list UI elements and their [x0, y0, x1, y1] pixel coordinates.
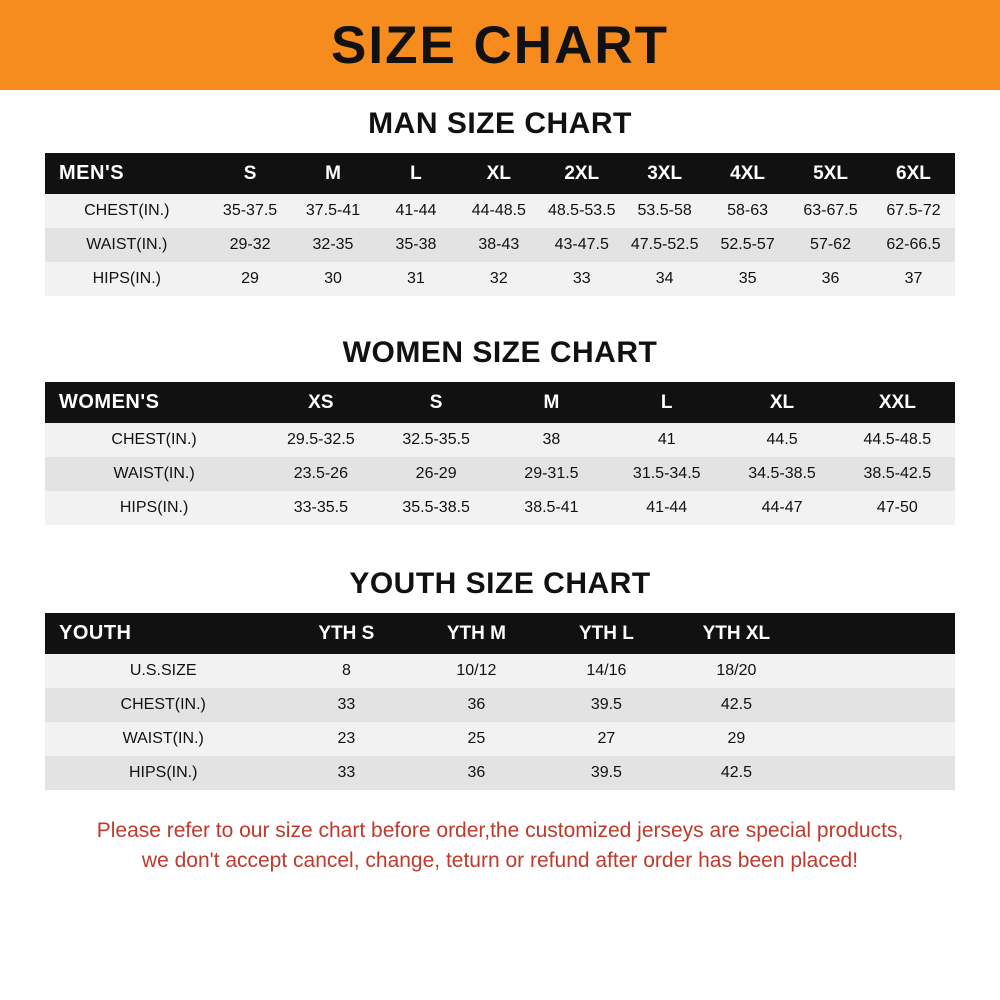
women-row-chest-label: CHEST(IN.)	[111, 431, 197, 448]
youth-size-table	[45, 613, 955, 790]
women-chest-xxl: 44.5-48.5	[863, 431, 932, 448]
man-size-table	[45, 153, 955, 296]
youth-hips-xl: 42.5	[720, 764, 752, 781]
footer-note-line-1: Please refer to our size chart before order,the customized jerseys are special products,	[96, 819, 904, 842]
man-waist-2xl: 43-47.5	[554, 236, 609, 253]
women-table-wrap	[45, 382, 955, 525]
youth-chest-spacer	[801, 688, 955, 722]
man-header-s: S	[243, 162, 257, 184]
youth-table-wrap	[45, 613, 955, 790]
man-waist-4xl: 52.5-57	[720, 236, 775, 253]
youth-row-waist-label: WAIST(IN.)	[122, 730, 204, 747]
women-table-header-row	[45, 382, 955, 423]
man-hips-xl: 32	[489, 270, 508, 287]
women-header-xxl: XXL	[878, 391, 916, 413]
women-hips-m: 38.5-41	[524, 499, 579, 516]
man-waist-3xl: 47.5-52.5	[630, 236, 699, 253]
women-header-s: S	[429, 391, 443, 413]
youth-ussize-s: 8	[341, 662, 351, 679]
man-table-header-row	[45, 153, 955, 194]
youth-section-title: YOUTH SIZE CHART	[349, 567, 651, 600]
youth-ussize-xl: 18/20	[716, 662, 757, 679]
footer-note	[16, 816, 984, 877]
youth-chest-l: 39.5	[590, 696, 622, 713]
women-waist-xs: 23.5-26	[293, 465, 348, 482]
women-hips-s: 35.5-38.5	[402, 499, 470, 516]
women-header-m: M	[543, 391, 560, 413]
page-title: SIZE CHART	[331, 15, 669, 75]
man-header-xl: XL	[486, 162, 511, 184]
youth-hips-spacer	[801, 756, 955, 790]
man-hips-l: 31	[407, 270, 425, 287]
man-chest-3xl: 53.5-58	[637, 202, 692, 219]
man-table-body	[45, 153, 955, 296]
man-waist-xl: 38-43	[478, 236, 520, 253]
women-row-hips-label: HIPS(IN.)	[119, 499, 189, 516]
man-waist-m: 32-35	[312, 236, 354, 253]
women-chest-xs: 29.5-32.5	[287, 431, 355, 448]
women-waist-s: 26-29	[415, 465, 457, 482]
youth-header-s: YTH S	[318, 622, 375, 644]
man-waist-s: 29-32	[229, 236, 271, 253]
man-chest-xl: 44-48.5	[471, 202, 526, 219]
man-waist-5xl: 57-62	[810, 236, 851, 253]
women-hips-xs: 33-35.5	[293, 499, 348, 516]
man-hips-s: 29	[241, 270, 259, 287]
women-waist-xl: 34.5-38.5	[748, 465, 816, 482]
man-row-hips-label: HIPS(IN.)	[92, 270, 162, 287]
man-header-4xl: 4XL	[730, 162, 766, 184]
table-row	[45, 491, 955, 525]
youth-hips-s: 33	[337, 764, 356, 781]
women-section-title: WOMEN SIZE CHART	[342, 336, 658, 369]
women-chest-xl: 44.5	[766, 431, 798, 448]
table-row	[45, 688, 955, 722]
table-row	[45, 756, 955, 790]
man-hips-3xl: 34	[655, 270, 674, 287]
women-header-xs: XS	[308, 391, 334, 413]
women-header-l: L	[660, 391, 673, 413]
youth-waist-l: 27	[597, 730, 616, 747]
man-waist-l: 35-38	[395, 236, 437, 253]
youth-header-l: YTH L	[578, 622, 634, 644]
women-hips-xl: 44-47	[761, 499, 803, 516]
women-chest-s: 32.5-35.5	[402, 431, 470, 448]
table-row	[45, 722, 955, 756]
table-row	[45, 262, 955, 296]
man-hips-m: 30	[324, 270, 342, 287]
table-row	[45, 423, 955, 457]
man-header-6xl: 6XL	[896, 162, 931, 184]
man-header-2xl: 2XL	[564, 162, 600, 184]
man-chest-6xl: 67.5-72	[886, 202, 941, 219]
youth-waist-spacer	[801, 722, 955, 756]
man-chest-4xl: 58-63	[727, 202, 769, 219]
women-table-body	[45, 382, 955, 525]
man-header-5xl: 5XL	[813, 162, 848, 184]
table-row	[45, 228, 955, 262]
man-chest-m: 37.5-41	[305, 202, 361, 219]
man-chest-s: 35-37.5	[222, 202, 278, 219]
women-hips-l: 41-44	[646, 499, 688, 516]
women-waist-m: 29-31.5	[524, 465, 579, 482]
youth-hips-l: 39.5	[590, 764, 622, 781]
man-header-rowlabel: MEN'S	[59, 162, 125, 184]
man-table-wrap	[45, 153, 955, 296]
man-hips-4xl: 35	[738, 270, 757, 287]
man-header-3xl: 3XL	[647, 162, 683, 184]
youth-header-xl: YTH XL	[702, 622, 771, 644]
man-header-l: L	[410, 162, 422, 184]
man-hips-2xl: 33	[572, 270, 591, 287]
youth-row-ussize-label: U.S.SIZE	[129, 662, 197, 679]
youth-waist-xl: 29	[727, 730, 746, 747]
youth-row-hips-label: HIPS(IN.)	[128, 764, 198, 781]
table-row	[45, 654, 955, 688]
women-header-xl: XL	[769, 391, 795, 413]
youth-chest-s: 33	[337, 696, 356, 713]
youth-waist-m: 25	[467, 730, 486, 747]
youth-chest-xl: 42.5	[720, 696, 752, 713]
women-row-waist-label: WAIST(IN.)	[113, 465, 195, 482]
youth-header-spacer	[801, 613, 955, 654]
man-chest-l: 41-44	[395, 202, 437, 219]
women-size-table	[45, 382, 955, 525]
man-row-waist-label: WAIST(IN.)	[86, 236, 168, 253]
women-chest-m: 38	[542, 431, 561, 448]
women-chest-l: 41	[657, 431, 676, 448]
women-header-rowlabel: WOMEN'S	[59, 391, 160, 413]
youth-table-header-row	[45, 613, 955, 654]
youth-row-chest-label: CHEST(IN.)	[120, 696, 206, 713]
man-section-title: MAN SIZE CHART	[368, 107, 632, 140]
man-waist-6xl: 62-66.5	[886, 236, 941, 253]
footer-note-line-2: we don't accept cancel, change, teturn or refund after order has been placed!	[141, 849, 859, 873]
youth-header-m: YTH M	[446, 622, 506, 644]
man-row-chest-label: CHEST(IN.)	[84, 202, 170, 219]
man-header-m: M	[325, 162, 341, 184]
women-waist-xxl: 38.5-42.5	[863, 465, 932, 482]
youth-header-rowlabel: YOUTH	[59, 622, 132, 644]
youth-ussize-m: 10/12	[456, 662, 497, 679]
header-banner	[0, 0, 1000, 90]
youth-table-body	[45, 613, 955, 790]
youth-ussize-spacer	[801, 654, 955, 688]
man-chest-2xl: 48.5-53.5	[547, 202, 616, 219]
man-hips-6xl: 37	[904, 270, 923, 287]
youth-hips-m: 36	[467, 764, 486, 781]
youth-chest-m: 36	[467, 696, 486, 713]
women-waist-l: 31.5-34.5	[632, 465, 701, 482]
women-hips-xxl: 47-50	[876, 499, 918, 516]
man-hips-5xl: 36	[821, 270, 840, 287]
youth-waist-s: 23	[337, 730, 356, 747]
man-chest-5xl: 63-67.5	[803, 202, 858, 219]
youth-ussize-l: 14/16	[586, 662, 627, 679]
table-row	[45, 194, 955, 228]
table-row	[45, 457, 955, 491]
